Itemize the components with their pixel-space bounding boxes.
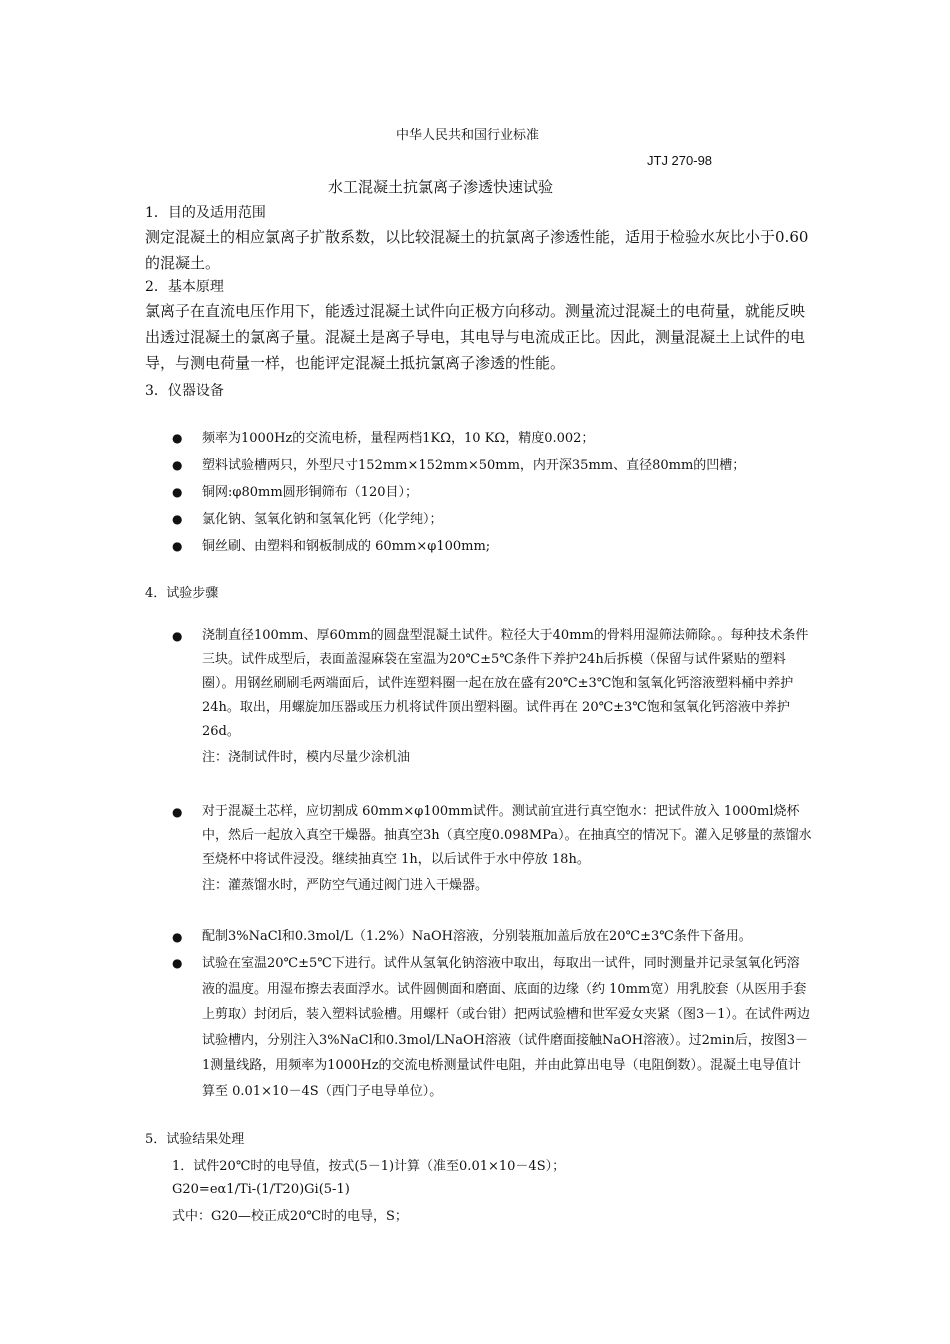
step-list-c bbox=[0, 925, 950, 1104]
bullet-icon: ● bbox=[172, 629, 183, 643]
section-3-heading: 3．仪器设备 bbox=[145, 383, 224, 399]
step-list-b bbox=[0, 800, 950, 898]
list-item: ● 浇制直径100mm、厚60mm的圆盘型混凝土试件。粒径大于40mm的骨料用湿筛法筛除。。每种技术条件三块。试件成型后，表面盖湿麻袋在室温为20℃±5℃条件下养护24h后拆模（保留与试件紧贴的塑料圈）。用钢丝刷刷毛两端面后，试件连塑料圈一起在放在盛有20℃±3℃饱和氢氧化钙溶液塑料桶中养护24h。取出，用螺旋加压器或压力机将试件顶出塑料圈。试件再在 20℃±3℃饱和氢氧化钙溶液中养护 26d。 注：浇制试件时，模内尽量少涂机油 bbox=[0, 624, 812, 770]
section-5-heading: 5．试验结果处理 bbox=[145, 1132, 245, 1147]
list-item: ● 试验在室温20℃±5℃下进行。试件从氢氧化钠溶液中取出，每取出一试件，同时测量并记录氢氧化钙溶液的温度。用湿布擦去表面浮水。试件圆侧面和磨面、底面的边缘（约 10mm宽）用乳胶套（从医用手套上剪取）封闭后，装入塑料试验槽。用螺杆（或台钳）把两试验槽和世军爱女夹紧（图3－1）。在试件两边试验槽内，分别注入3%NaCl和0.3mol/LNaOH溶液（试件磨面接触NaOH溶液）。过2min后，按图3－1测量线路，用频率为1000Hz的交流电桥测量试件电阻，并由此算出电导（电阻倒数）。混凝土电导值计算至 0.01×10－4S（西门子电导单位）。 bbox=[0, 951, 812, 1104]
standard-code: JTJ 270-98 bbox=[647, 153, 713, 168]
list-item: ● 铜丝刷、由塑料和钢板制成的 60mm×φ100mm; bbox=[0, 535, 812, 558]
formula: G20=eα1/Ti-(1/T20)Gi(5-1) bbox=[172, 1182, 350, 1197]
bullet-icon: ● bbox=[172, 539, 183, 553]
bullet-icon: ● bbox=[172, 805, 183, 819]
section-4-heading: 4．试验步骤 bbox=[145, 586, 219, 601]
document-title: 水工混凝土抗氯离子渗透快速试验 bbox=[328, 178, 554, 196]
list-item: ● 塑料试验槽两只，外型尺寸152mm×152mm×50mm，内开深35mm、直径80mm的凹槽； bbox=[0, 454, 812, 477]
list-item: ● 氯化钠、氢氧化钠和氢氧化钙（化学纯）； bbox=[0, 508, 812, 531]
bullet-icon: ● bbox=[172, 485, 183, 499]
bullet-icon: ● bbox=[172, 431, 183, 445]
step-note: 注：浇制试件时，模内尽量少涂机油 bbox=[202, 750, 411, 765]
bullet-icon: ● bbox=[172, 458, 183, 472]
bullet-icon: ● bbox=[172, 930, 183, 944]
bullet-icon: ● bbox=[172, 512, 183, 526]
result-step-1: 1．试件20℃时的电导值，按式(5－1)计算（准至0.01×10－4S）； bbox=[172, 1159, 566, 1174]
standard-label: 中华人民共和国行业标准 bbox=[396, 128, 540, 143]
bullet-icon: ● bbox=[172, 956, 183, 970]
list-item: ● 铜网:φ80mm圆形铜筛布（120目）； bbox=[0, 481, 812, 504]
list-item: ● 配制3%NaCl和0.3mol/L（1.2%）NaOH溶液，分别装瓶加盖后放在20℃±3℃条件下备用。 bbox=[0, 925, 812, 949]
equipment-list bbox=[0, 427, 950, 558]
step-note: 注：灌蒸馏水时，严防空气通过阀门进入干燥器。 bbox=[202, 878, 489, 893]
step-list-a bbox=[0, 624, 950, 770]
list-item: ● 频率为1000Hz的交流电桥，量程两档1KΩ，10 KΩ，精度0.002； bbox=[0, 427, 812, 450]
section-1-heading: 1．目的及适用范围 bbox=[145, 205, 266, 221]
section-2-body: 氯离子在直流电压作用下，能透过混凝土试件向正极方向移动。测量流过混凝土的电荷量，就能反映出透过混凝土的氯离子量。混凝土是离子导电，其电导与电流成正比。因此，测量混凝土上试件的电导，与测电荷量一样，也能评定混凝土抵抗氯离子渗透的性能。 bbox=[145, 302, 806, 372]
list-item: ● 对于混凝土芯样，应切割成 60mm×φ100mm试件。测试前宜进行真空饱水：把试件放入 1000ml烧杯中，然后一起放入真空干燥器。抽真空3h（真空度0.098MPa）。在抽真空的情况下。灌入足够量的蒸馏水至烧杯中将试件浸没。继续抽真空 1h，以后试件于水中停放 18h。 注：灌蒸馏水时，严防空气通过阀门进入干燥器。 bbox=[0, 800, 812, 898]
section-1-body: 测定混凝土的相应氯离子扩散系数，以比较混凝土的抗氯离子渗透性能，适用于检验水灰比小于0.60的混凝土。 bbox=[145, 228, 809, 272]
formula-legend: 式中：G20—校正成20℃时的电导，S； bbox=[172, 1209, 408, 1224]
section-2-heading: 2．基本原理 bbox=[145, 279, 224, 295]
